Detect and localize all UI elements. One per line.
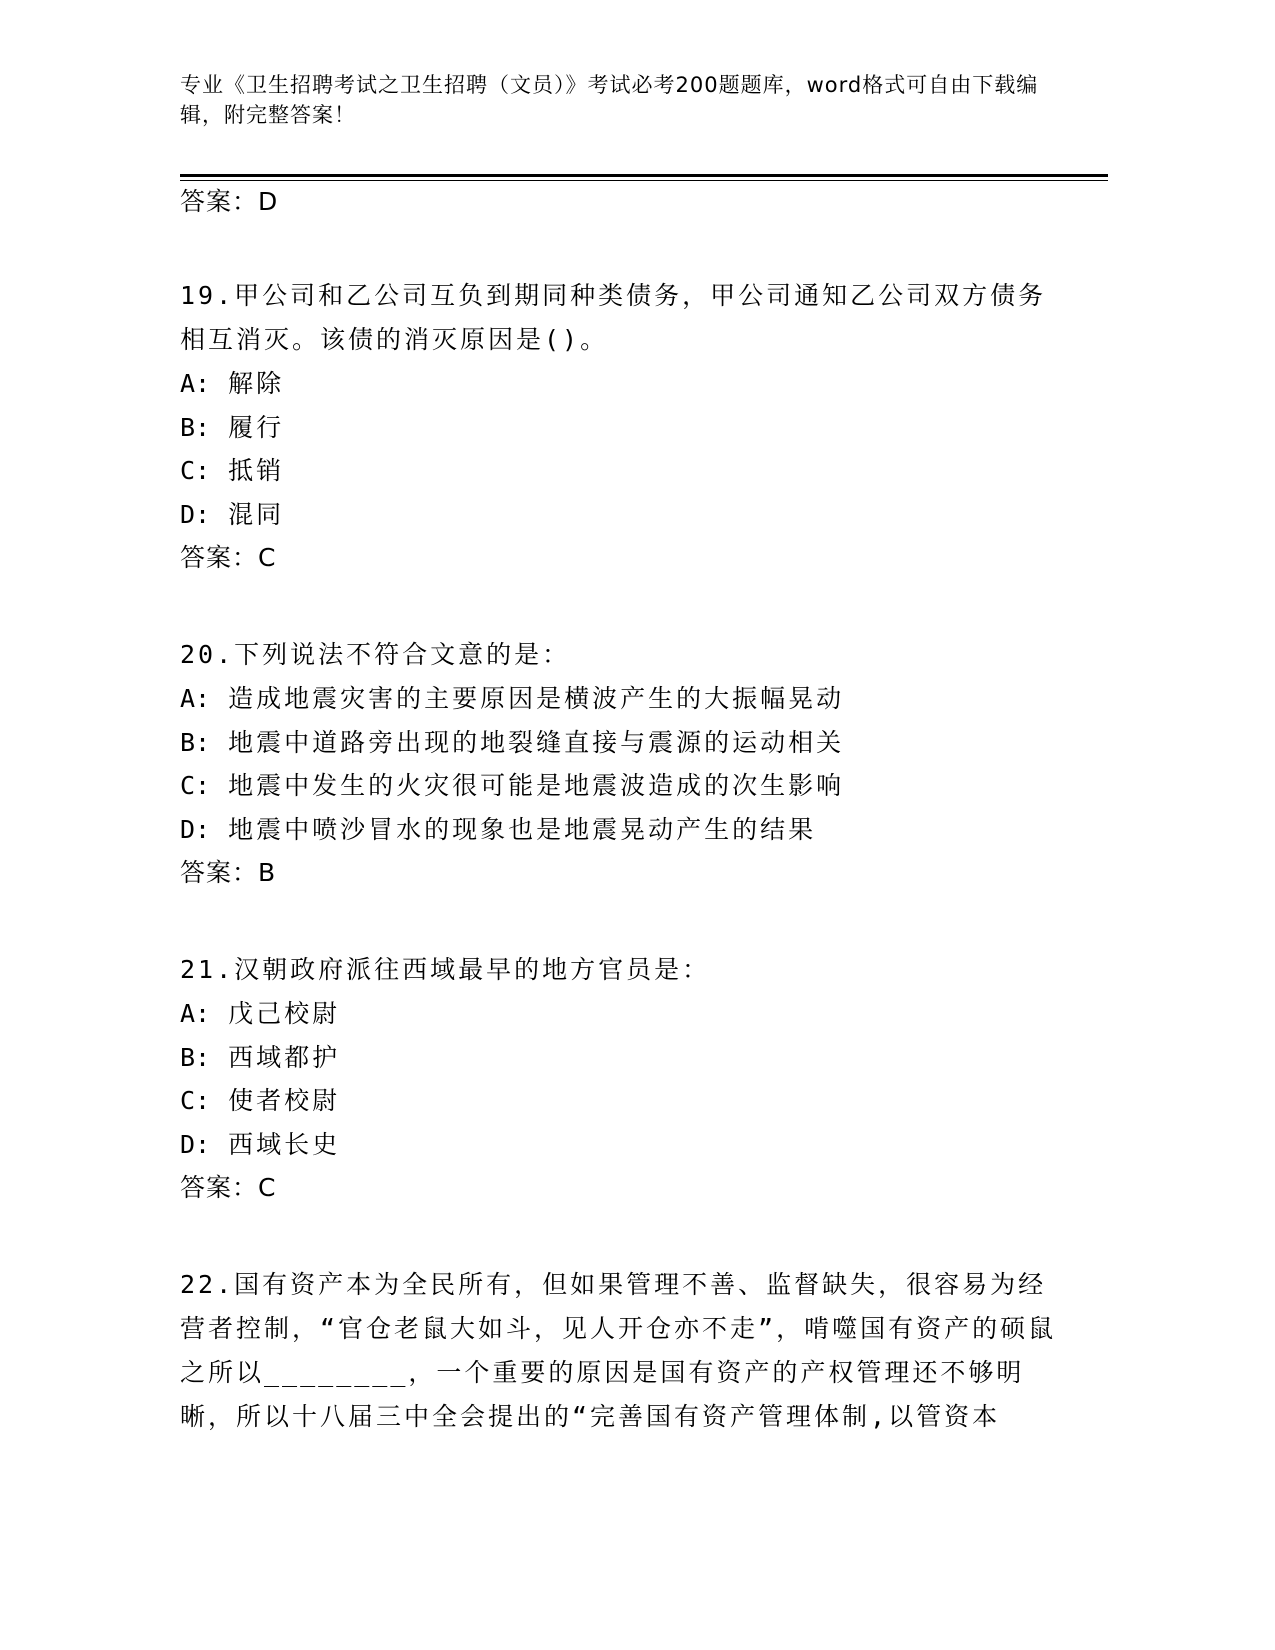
option-a (180, 677, 1060, 721)
option-key: A: (180, 369, 211, 398)
question-stem: 22.国有资产本为全民所有，但如果管理不善、监督缺失，很容易为经营者控制，“官仓老鼠大如斗，见人开仓亦不走”，啃噬国有资产的硕鼠之所以________，一个重要的原因是国有资产的产权管理还不够明晰，所以十八届三中全会提出的“完善国有资产管理体制,以管资本 (180, 1270, 1057, 1431)
document-header: 专业《卫生招聘考试之卫生招聘（文员）》考试必考200题题库，word格式可自由下载编辑，附完整答案！ (180, 73, 1039, 127)
header-rule-thick (180, 174, 1108, 177)
option-key: B: (180, 412, 211, 442)
previous-answer: 答案：D (180, 187, 279, 216)
option-text: 地震中喷沙冒水的现象也是地震晃动产生的结果 (228, 814, 817, 844)
question-stem: 20.下列说法不符合文意的是： (180, 640, 571, 669)
option-c (180, 449, 1060, 493)
option-list (180, 992, 1060, 1166)
answer-line: 答案：B (180, 858, 277, 887)
option-key: D: (180, 814, 211, 844)
question-19 (180, 274, 1060, 579)
option-text: 地震中道路旁出现的地裂缝直接与震源的运动相关 (228, 727, 845, 757)
option-text: 抵销 (228, 456, 285, 485)
option-key: A: (180, 999, 211, 1028)
option-a (180, 992, 1060, 1036)
option-text: 西域都护 (228, 1042, 341, 1072)
option-b (180, 721, 1060, 765)
option-key: D: (180, 1129, 211, 1159)
answer-line: 答案：C (180, 543, 277, 572)
option-key: C: (180, 456, 211, 485)
header-rule-thin (180, 180, 1108, 181)
option-d (180, 808, 1060, 852)
question-list (180, 184, 1060, 1439)
option-text: 造成地震灾害的主要原因是横波产生的大振幅晃动 (228, 684, 845, 713)
option-text: 西域长史 (228, 1129, 341, 1159)
option-text: 地震中发生的火灾很可能是地震波造成的次生影响 (228, 771, 845, 800)
option-text: 混同 (228, 499, 285, 529)
option-text: 履行 (228, 412, 285, 442)
option-d (180, 1123, 1060, 1167)
option-c (180, 1079, 1060, 1123)
option-list (180, 362, 1060, 536)
question-20 (180, 633, 1060, 894)
option-key: C: (180, 1086, 211, 1115)
option-b (180, 1036, 1060, 1080)
option-key: B: (180, 1042, 211, 1072)
option-list (180, 677, 1060, 851)
option-text: 解除 (228, 369, 285, 398)
option-a (180, 362, 1060, 406)
question-stem: 21.汉朝政府派往西域最早的地方官员是： (180, 955, 711, 984)
answer-line: 答案：C (180, 1173, 277, 1202)
question-21 (180, 948, 1060, 1209)
option-key: B: (180, 727, 211, 757)
option-key: C: (180, 771, 211, 800)
question-22 (180, 1263, 1060, 1439)
option-text: 戊己校尉 (228, 999, 341, 1028)
option-text: 使者校尉 (228, 1086, 341, 1115)
question-stem: 19.甲公司和乙公司互负到期同种类债务，甲公司通知乙公司双方债务相互消灭。该债的消灭原因是()。 (180, 281, 1047, 354)
option-key: D: (180, 499, 211, 529)
option-key: A: (180, 684, 211, 713)
option-c (180, 764, 1060, 808)
option-d (180, 493, 1060, 537)
option-b (180, 406, 1060, 450)
